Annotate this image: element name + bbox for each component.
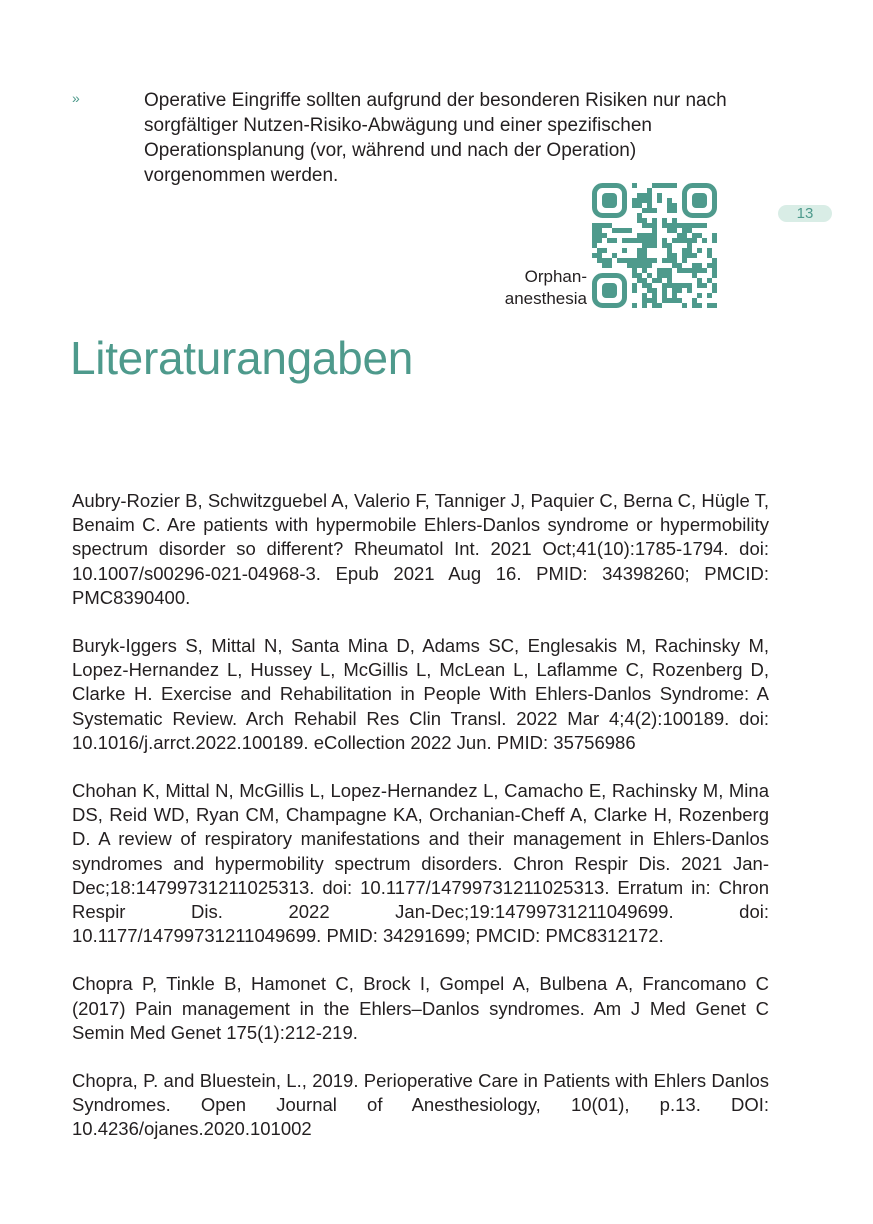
reference-entry: Chohan K, Mittal N, McGillis L, Lopez-Hernandez L, Camacho E, Rachinsky M, Mina DS, Reid WD, Ryan CM, Champagne KA, Orchanian-Cheff A, Clarke H, Rozenberg D. A review of respiratory manifestations and their management in Ehlers-Danlos syndromes and hypermobility spectrum disorders. Chron Respir Dis. 2021 Jan-Dec;18:14799731211025313. doi: 10.1177/14799731211025313. Erratum in: Chron Respir Dis. 2022 Jan-Dec;19:14799731211049699. doi: 10.1177/14799731211049699. PMID: 34291699; PMCID: PMC8312172. xyxy=(72,780,769,947)
reference-entry: Buryk-Iggers S, Mittal N, Santa Mina D, Adams SC, Englesakis M, Rachinsky M, Lopez-Hernandez L, Hussey L, McGillis L, McLean L, Laflamme C, Rozenberg D, Clarke H. Exercise and Rehabilitation in People With Ehlers-Danlos Syndrome: A Systematic Review. Arch Rehabil Res Clin Transl. 2022 Mar 4;4(2):100189. doi: 10.1016/j.arrct.2022.100189. eCollection 2022 Jun. PMID: 35756986 xyxy=(72,635,769,753)
reference-entry: Chopra P, Tinkle B, Hamonet C, Brock I, Gompel A, Bulbena A, Francomano C (2017) Pain management in the Ehlers–Danlos syndromes. Am J Med Genet C Semin Med Genet 175(1):212-219. xyxy=(72,973,769,1043)
qr-code-icon[interactable] xyxy=(592,183,717,308)
bullet-text: Operative Eingriffe sollten aufgrund der besonderen Risiken nur nach sorgfältiger Nutzen-Risiko-Abwägung und einer spezifischen Operationsplanung (vor, während und nach der Operation) vorgenommen werden. xyxy=(144,90,727,186)
qr-caption xyxy=(470,266,587,310)
page-number: 13 xyxy=(778,205,832,222)
reference-list xyxy=(72,489,769,1166)
section-title: Literaturangaben xyxy=(70,332,414,384)
reference-entry: Chopra, P. and Bluestein, L., 2019. Perioperative Care in Patients with Ehlers Danlos Syndromes. Open Journal of Anesthesiology, 10(01), p.13. DOI: 10.4236/ojanes.2020.101002 xyxy=(72,1070,769,1140)
reference-entry: Aubry-Rozier B, Schwitzguebel A, Valerio F, Tanniger J, Paquier C, Berna C, Hügle T, Benaim C. Are patients with hypermobile Ehlers-Danlos syndrome or hypermobility spectrum disorder so different? Rheumatol Int. 2021 Oct;41(10):1785-1794. doi: 10.1007/s00296-021-04968-3. Epub 2021 Aug 16. PMID: 34398260; PMCID: PMC8390400. xyxy=(72,490,769,608)
qr-caption-line-2: anesthesia xyxy=(504,289,587,308)
qr-caption-line-1: Orphan- xyxy=(524,267,587,286)
bullet-marker: » xyxy=(72,90,80,106)
